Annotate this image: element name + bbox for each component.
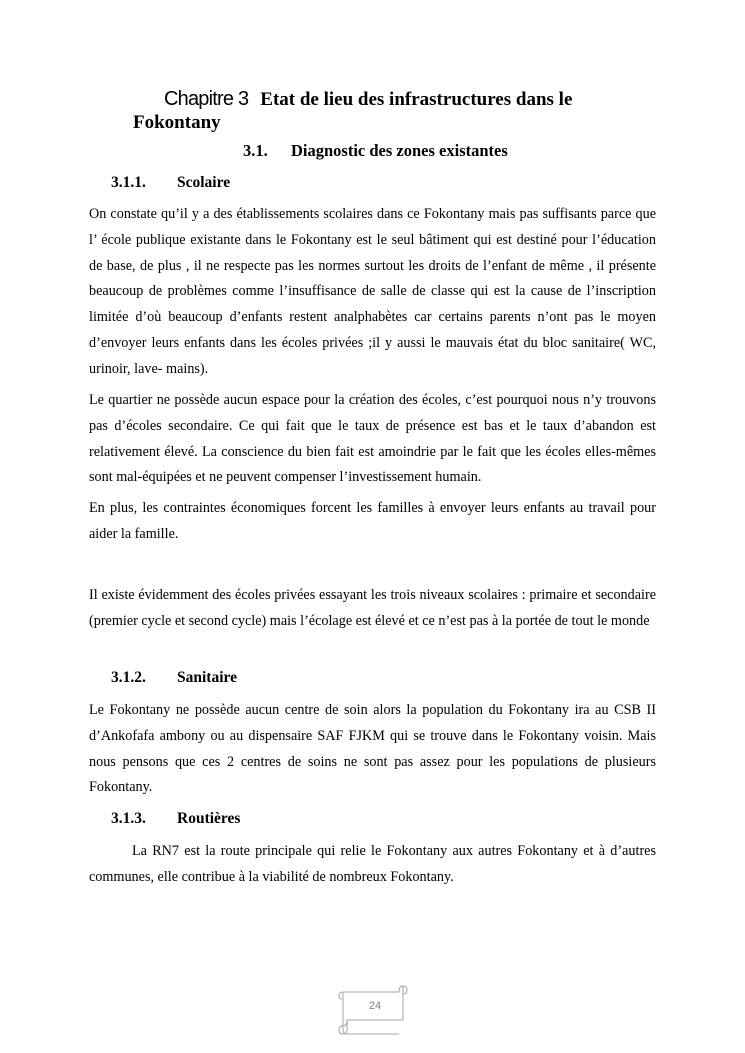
section-title: Diagnostic des zones existantes <box>291 141 508 160</box>
chapter-label: Chapitre 3 <box>164 88 249 110</box>
section-number: 3.1. <box>243 141 268 160</box>
paragraph: Le Fokontany ne possède aucun centre de soin alors la population du Fokontany ira au CSB II d’Ankofafa ambony ou au dispensaire SAF FJKM qui se trouve dans le Fokontany voisin. Mais nous pensons que ces 2 centres de soins ne sont pas assez pour les populations de plusieurs Fokontany. <box>89 702 656 796</box>
subsection-title: Routières <box>177 810 241 827</box>
chapter-heading <box>133 88 653 134</box>
section-heading <box>243 141 508 161</box>
paragraph: En plus, les contraintes économiques forcent les familles à envoyer leurs enfants au travail pour aider la famille. <box>89 500 656 542</box>
subsection-number: 3.1.3. <box>111 810 146 827</box>
paragraph: Il existe évidemment des écoles privées essayant les trois niveaux scolaires : primaire et secondaire (premier cycle et second cycle) mais l’écolage est élevé et ce n’est pas à la portée de tout le monde <box>89 587 656 629</box>
paragraph: La RN7 est la route principale qui relie le Fokontany aux autres Fokontany et à d’autres communes, elle contribue à la viabilité de nombreux Fokontany. <box>89 843 656 885</box>
page-number: 24 <box>368 1000 382 1012</box>
chapter-title: Etat de lieu des infrastructures dans le Fokontany <box>133 89 573 133</box>
subsection-title: Sanitaire <box>177 669 237 686</box>
paragraph: On constate qu’il y a des établissements scolaires dans ce Fokontany mais pas suffisants parce que l’ école publique existante dans le Fokontany est le seul bâtiment qui est destiné pour l’éducation de base, de plus , il ne respecte pas les normes surtout les droits de l’enfant de même , il présente beaucoup de problèmes comme l’insuffisance de salle de classe qui est la cause de l’inscription limitée d’où beaucoup d’enfants restent analphabètes car certains parents n’ont pas le moyen d’envoyer leurs enfants dans les écoles privées ;il y aussi le mauvais état du bloc sanitaire( WC, urinoir, lave- mains). <box>89 206 656 377</box>
subsection-heading-sanitaire <box>111 669 237 687</box>
paragraph: Le quartier ne possède aucun espace pour la création des écoles, c’est pourquoi nous n’y trouvons pas d’écoles secondaire. Ce qui fait que le taux de présence est bas et le taux d’abandon est relativement élevé. La conscience du bien fait est amoindrie par le fait que les écoles elles-mêmes sont mal-équipées et ne peuvent compenser l’investissement humain. <box>89 392 656 486</box>
subsection-number: 3.1.2. <box>111 669 146 686</box>
subsection-number: 3.1.1. <box>111 174 146 191</box>
subsection-heading-scolaire <box>111 174 230 192</box>
subsection-heading-routieres <box>111 810 240 828</box>
subsection-title: Scolaire <box>177 174 231 191</box>
